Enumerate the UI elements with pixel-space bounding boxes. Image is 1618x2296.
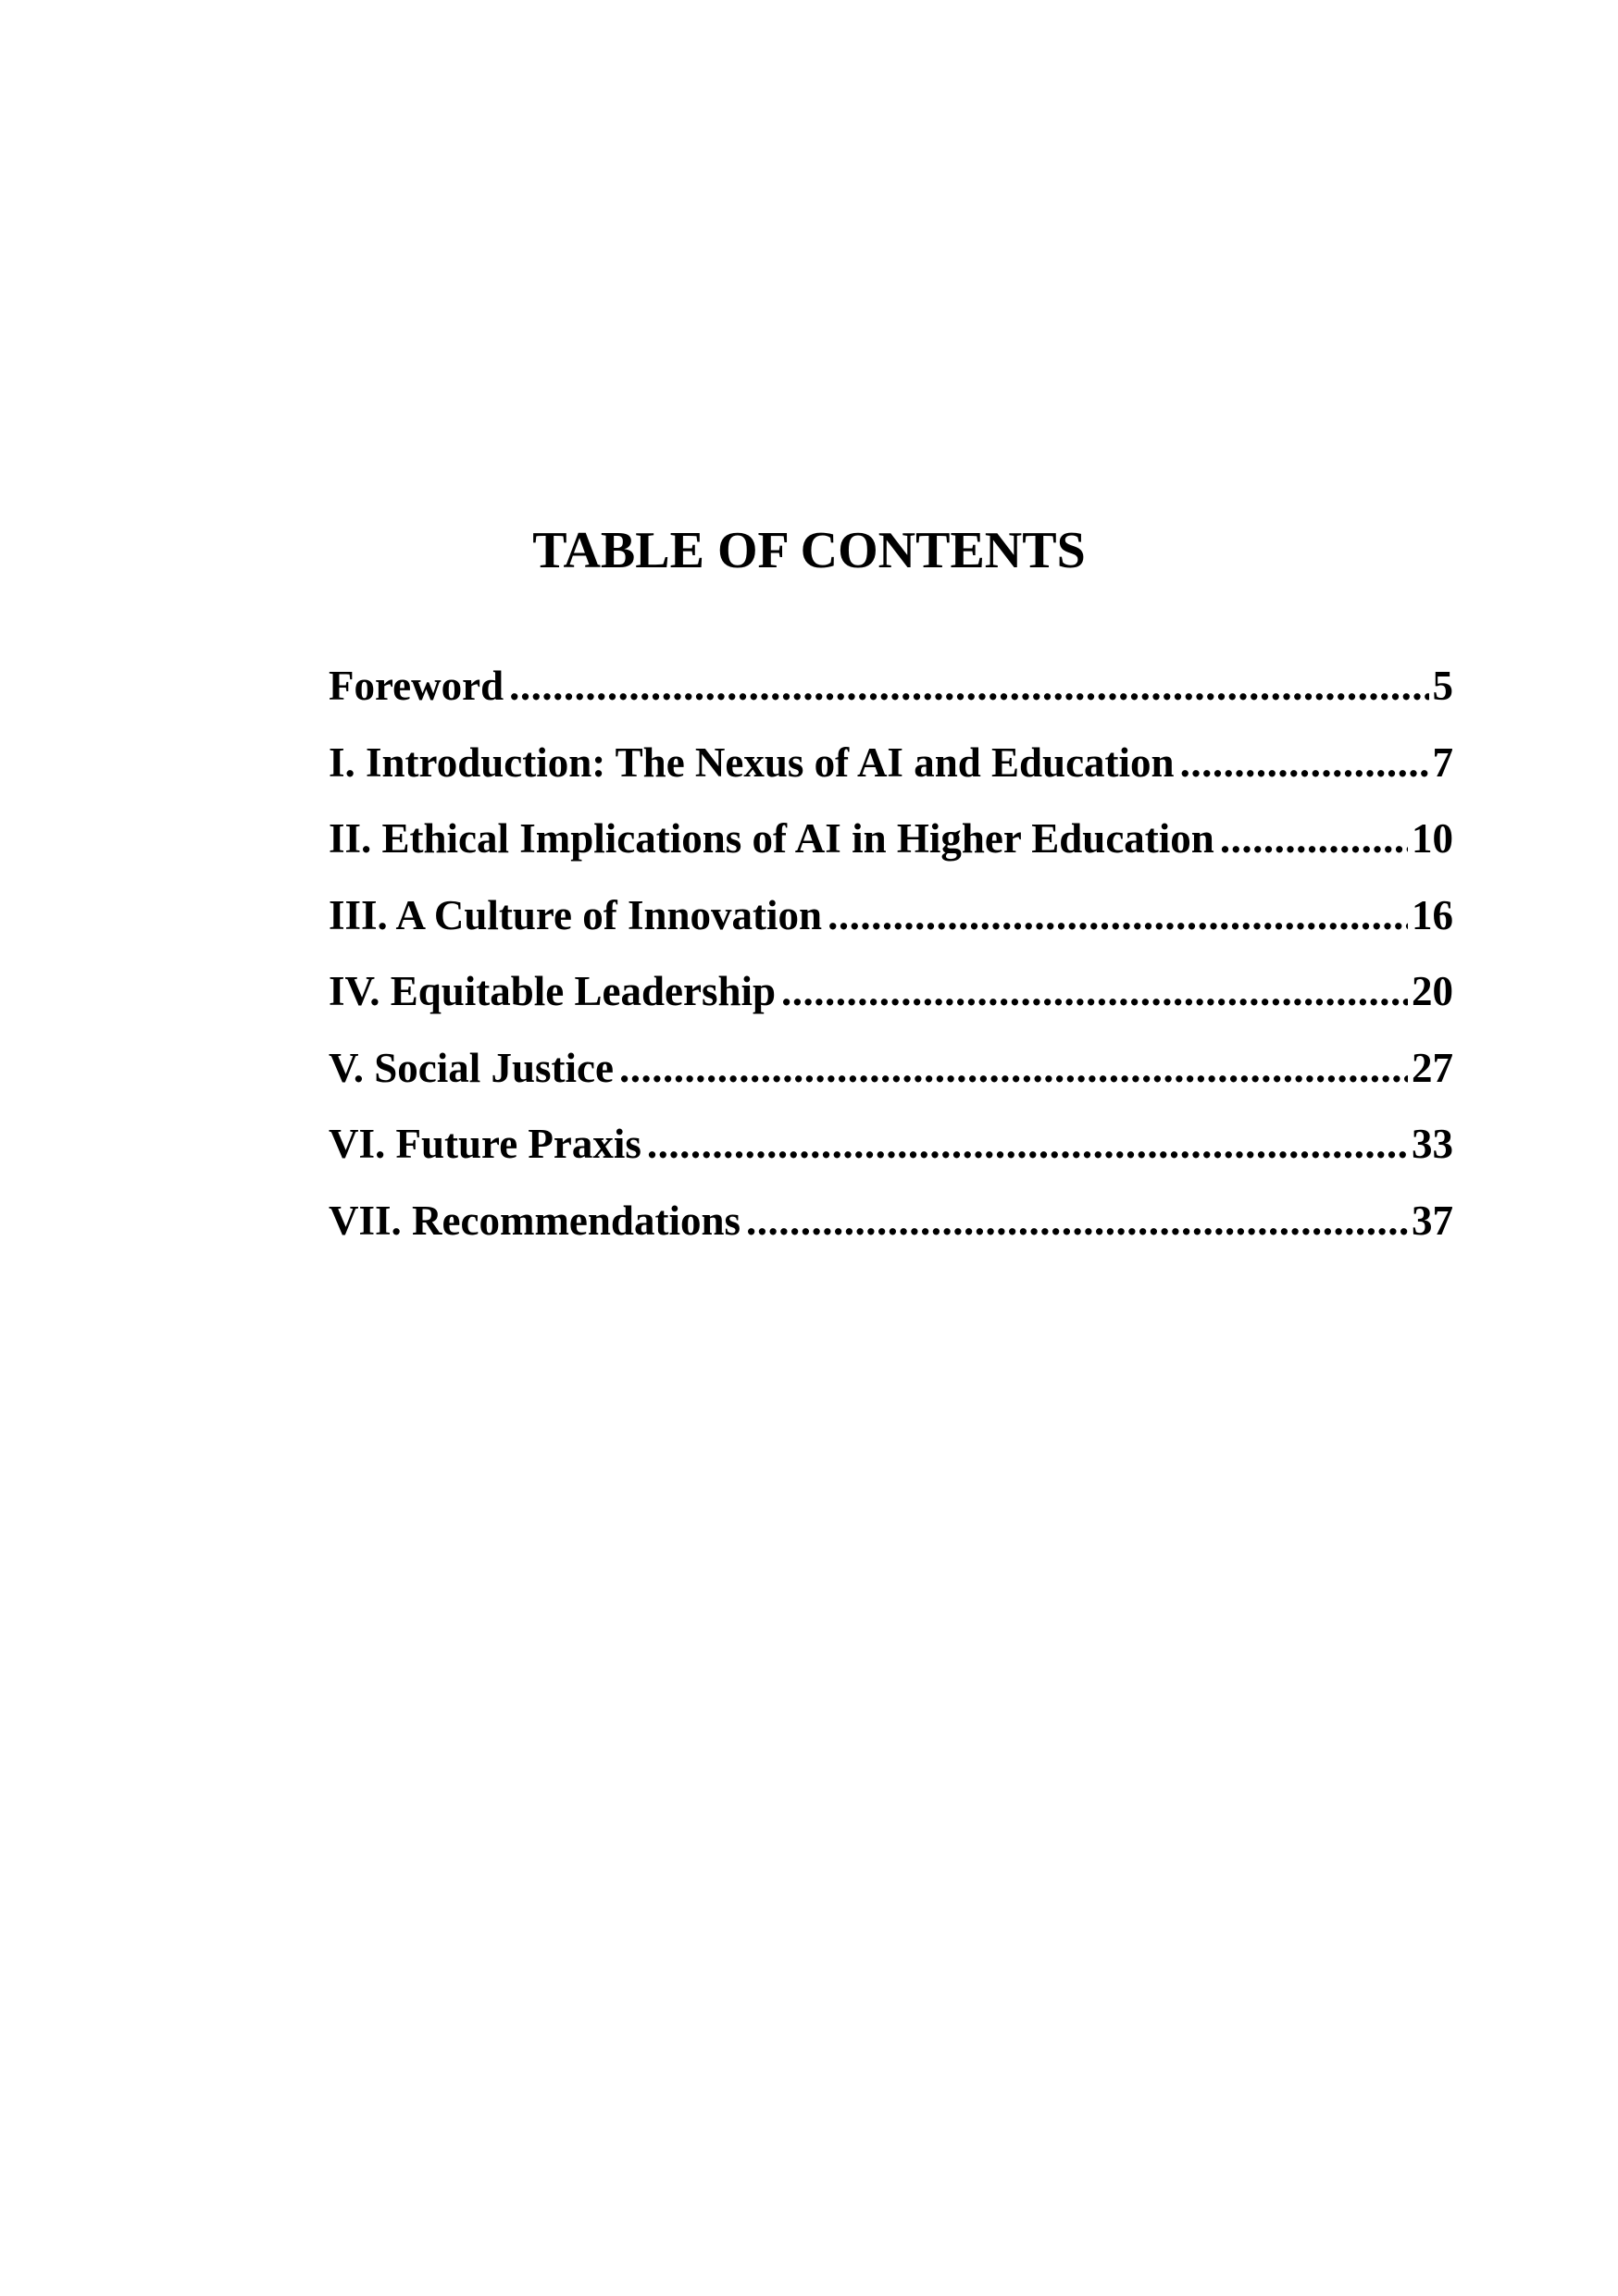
toc-entry-label: II. Ethical Implications of AI in Higher Education <box>329 815 1214 862</box>
toc-entry-label: Foreword <box>329 663 504 709</box>
dot-leader <box>746 1183 1408 1260</box>
toc-entry-introduction[interactable] <box>329 725 1453 801</box>
toc-entry-label: V. Social Justice <box>329 1044 614 1091</box>
dot-leader <box>619 1030 1408 1107</box>
table-of-contents <box>329 648 1453 1259</box>
toc-entry-recommendations[interactable] <box>329 1183 1453 1260</box>
toc-entry-page-number: 37 <box>1412 1197 1453 1244</box>
dot-leader <box>828 877 1408 954</box>
toc-entry-page-number: 20 <box>1412 968 1453 1014</box>
dot-leader <box>1220 800 1408 877</box>
toc-entry-label: VI. Future Praxis <box>329 1121 641 1167</box>
toc-entry-page-number: 33 <box>1412 1121 1453 1167</box>
toc-entry-foreword[interactable] <box>329 648 1453 725</box>
dot-leader <box>781 953 1408 1030</box>
toc-entry-label: III. A Culture of Innovation <box>329 891 823 938</box>
toc-entry-ethical-implications[interactable] <box>329 800 1453 877</box>
toc-entry-equitable-leadership[interactable] <box>329 953 1453 1030</box>
dot-leader <box>509 648 1428 725</box>
dot-leader <box>647 1106 1408 1183</box>
dot-leader <box>1180 725 1429 801</box>
toc-entry-page-number: 10 <box>1412 815 1453 862</box>
page-title: TABLE OF CONTENTS <box>532 522 1086 579</box>
toc-entry-culture-of-innovation[interactable] <box>329 877 1453 954</box>
toc-entry-page-number: 27 <box>1412 1044 1453 1091</box>
toc-entry-future-praxis[interactable] <box>329 1106 1453 1183</box>
toc-entry-label: I. Introduction: The Nexus of AI and Education <box>329 738 1175 786</box>
toc-entry-label: IV. Equitable Leadership <box>329 968 777 1014</box>
toc-entry-page-number: 16 <box>1412 891 1453 938</box>
toc-entry-page-number: 7 <box>1432 738 1453 786</box>
toc-entry-social-justice[interactable] <box>329 1030 1453 1107</box>
toc-entry-page-number: 5 <box>1432 663 1453 709</box>
toc-entry-label: VII. Recommendations <box>329 1197 741 1244</box>
